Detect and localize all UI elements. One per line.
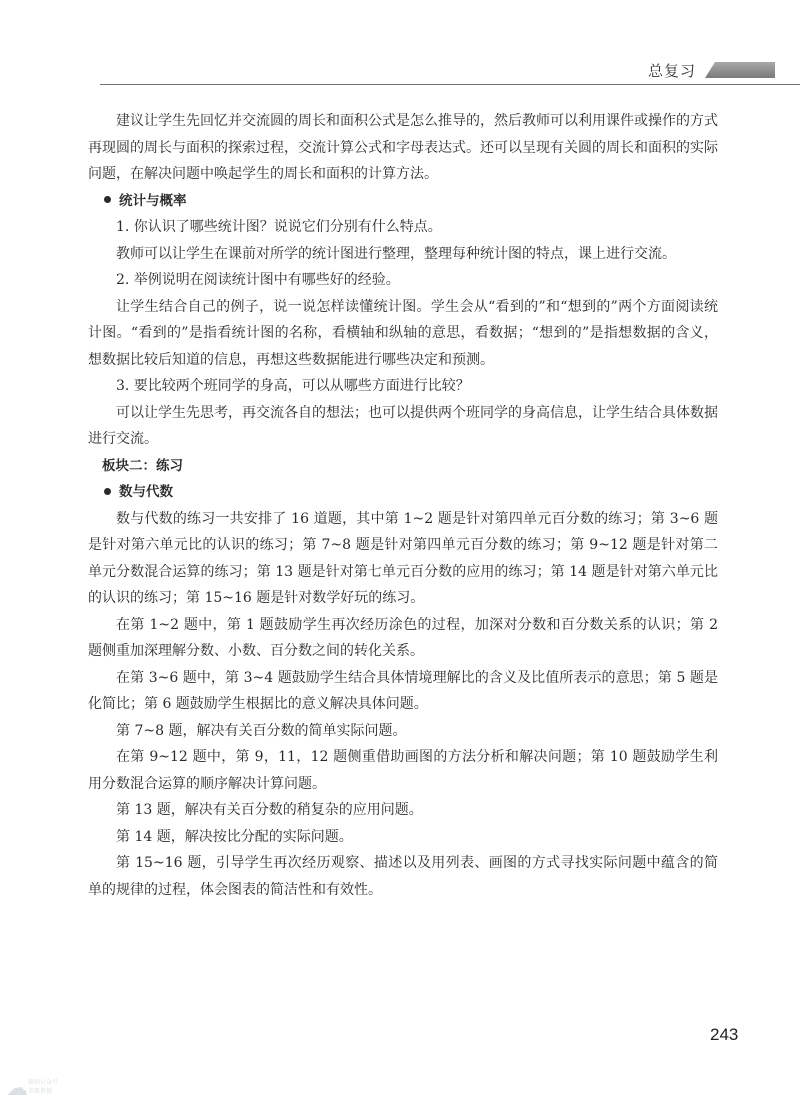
section-bullet-heading <box>88 188 718 215</box>
paragraph: 2. 举例说明在阅读统计图中有哪些好的经验。 <box>116 272 400 288</box>
paragraph: 教师可以让学生在课前对所学的统计图进行整理，整理每种统计图的特点，课上进行交流。 <box>116 245 676 262</box>
paragraph: 第 7~8 题，解决有关百分数的简单实际问题。 <box>116 722 407 739</box>
paragraph: 第 14 题，解决按比分配的实际问题。 <box>116 828 353 845</box>
paragraph: 在第 9~12 题中，第 9，11，12 题侧重借助画图的方法分析和解决问题；第 10 题鼓励学生利用分数混合运算的顺序解决计算问题。 <box>88 749 718 792</box>
paragraph: 在第 1~2 题中，第 1 题鼓励学生再次经历涂色的过程，加深对分数和百分数关系的认识；第 2 题侧重加深理解分数、小数、百分数之间的转化关系。 <box>88 616 718 659</box>
running-header-title: 总复习 <box>648 62 697 80</box>
bullet-icon <box>104 488 111 495</box>
watermark-text <box>28 1078 58 1096</box>
paragraph: 第 13 题，解决有关百分数的稍复杂的应用问题。 <box>116 802 423 818</box>
paragraph: 1. 你认识了哪些统计图？说说它们分别有什么特点。 <box>116 219 442 235</box>
section-heading: 板块二：练习 <box>102 457 183 474</box>
section-bullet-heading <box>88 479 718 506</box>
watermark-line1: 微信公众号 <box>28 1079 59 1086</box>
paragraph: 在第 3~6 题中，第 3~4 题鼓励学生结合具体情境理解比的含义及比值所表示的意思；第 5 题是化简比；第 6 题鼓励学生根据比的意义解决具体问题。 <box>88 669 718 712</box>
header-rule <box>100 84 800 85</box>
bullet-icon <box>104 196 111 203</box>
paragraph: 3. 要比较两个班同学的身高，可以从哪些方面进行比较？ <box>116 378 470 394</box>
paragraph: 可以让学生先思考，再交流各自的想法；也可以提供两个班同学的身高信息，让学生结合具体数据进行交流。 <box>88 404 718 447</box>
wechat-icon: ☁ <box>6 1076 28 1101</box>
bullet-heading-text: 数与代数 <box>119 484 173 500</box>
paragraph: 建议让学生先回忆并交流圆的周长和面积公式是怎么推导的，然后教师可以利用课件或操作的方式再现圆的周长与面积的探索过程，交流计算公式和字母表达式。还可以呈现有关圆的周长和面积的实际问题，在解决问题中唤起学生的周长和面积的计算方法。 <box>88 113 718 182</box>
paragraph: 第 15~16 题，引导学生再次经历观察、描述以及用列表、画图的方式寻找实际问题中蕴含的简单的规律的过程，体会图表的简洁性和有效性。 <box>88 855 718 898</box>
paragraph: 让学生结合自己的例子，说一说怎样读懂统计图。学生会从“看到的”和“想到的”两个方面阅读统计图。“看到的”是指看统计图的名称，看横轴和纵轴的意思，看数据；“想到的”是指想数据的含义，想数据比较后知道的信息，再想这些数据能进行哪些决定和预测。 <box>88 298 718 368</box>
header-tab-decoration <box>705 62 775 78</box>
paragraph: 数与代数的练习一共安排了 16 道题，其中第 1~2 题是针对第四单元百分数的练习；第 3~6 题是针对第六单元比的认识的练习；第 7~8 题是针对第四单元百分数的练习；第 9~12 题是针对第二单元分数混合运算的练习；第 13 题是针对第七单元百分数的应用的练习；第 14 题是针对第六单元比的认识的练习；第 15~16 题是针对数学好玩的练习。 <box>88 510 718 606</box>
page-body <box>88 108 718 903</box>
bullet-heading-text: 统计与概率 <box>119 192 187 209</box>
watermark <box>6 1072 76 1108</box>
page-number: 243 <box>710 1025 739 1044</box>
watermark-line2: 草原教辅 <box>28 1088 53 1095</box>
